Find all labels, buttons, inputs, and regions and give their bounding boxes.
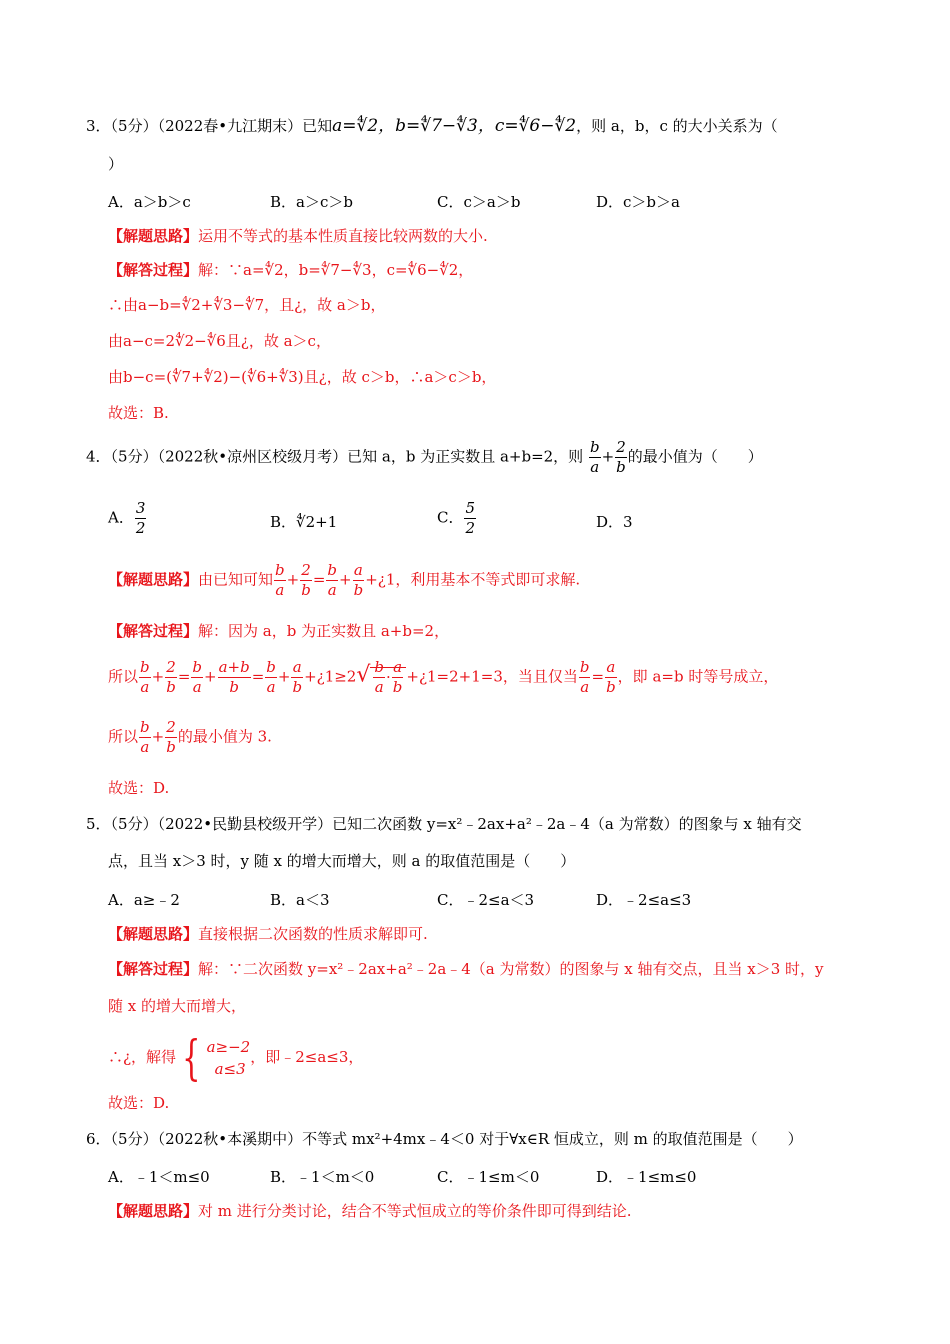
q4-proc2-frac5: $\frac{b}{a}$ (266, 658, 276, 696)
q5-option-b: B．a＜3 (270, 891, 330, 909)
q4-option-b: B．∜2+1 (270, 513, 338, 531)
q6-option-b: B．﹣1＜m＜0 (270, 1168, 375, 1186)
q4-idea-frac1: $\frac{b}{a}$ (275, 561, 285, 599)
q4-proc2-frac7: $\frac{b}{a}$ (374, 658, 384, 696)
sqrt-symbol: √ $\frac{b}{a}$ · $\frac{a}{b}$ (356, 660, 406, 695)
q5-idea: 【解题思路】直接根据二次函数的性质求解即可. (108, 925, 428, 943)
q4-option-a: A． $\frac{3}{2}$ (108, 499, 146, 537)
q3-paren: ） (108, 155, 124, 173)
q3-option-b: B．a＞c＞b (270, 193, 353, 211)
q4-proc2-frac4: $\frac{a+b}{b}$ (218, 658, 250, 696)
q4-idea-frac4: $\frac{a}{b}$ (353, 561, 364, 599)
q4-option-c: C． $\frac{5}{2}$ (437, 499, 476, 537)
q4-proc2-frac3: $\frac{b}{a}$ (192, 658, 202, 696)
q3-proc3: 由a−c=2∜2−∜6且¿，故 a＞c， (108, 332, 331, 350)
q3-proc4: 由b−c=(∜7+∜2)−(∜6+∜3)且¿，故 c＞b，∴a＞c＞b， (108, 368, 497, 386)
q5-stem-line2: 点，且当 x＞3 时，y 随 x 的增大而增大，则 a 的取值范围是（ ） (108, 852, 576, 870)
q3-idea: 【解题思路】运用不等式的基本性质直接比较两数的大小. (108, 227, 488, 245)
q5-system: a≥−2 a≤3 (206, 1037, 251, 1078)
q6-stem: 6．（5分）（2022秋•本溪期中）不等式 mx²+4mx﹣4＜0 对于∀x∈R 恒成立，则 m 的取值范围是（ ） (86, 1130, 803, 1148)
q4-proc2: 所以 $\frac{b}{a}$ + $\frac{2}{b}$ = $\frac{b}{a}$ + $\frac{a+b}{b}$ = $\frac{b}{a}$ + $\frac{a}{b}$ +¿1≥2√ $\frac{b}{a}$ · $\frac{a}{b}$ +¿1=2+1=3，当且仅当 $\frac{b}{a}$ = $\frac{a}{b}$ ，即 a=b 时等号成立， (108, 658, 779, 696)
q5-option-c: C．﹣2≤a＜3 (437, 891, 535, 909)
q6-option-d: D．﹣1≤m≤0 (596, 1168, 697, 1186)
q4-proc2-frac2: $\frac{2}{b}$ (166, 658, 176, 696)
brace-symbol: { (182, 1030, 201, 1086)
q3-proc1: 【解答过程】解：∵a=∜2，b=∜7−∜3，c=∜6−∜2， (108, 261, 474, 279)
q4-frac-b-over-a: $\frac{b}{a}$ (589, 438, 600, 476)
q4-proc2-frac1: $\frac{b}{a}$ (140, 658, 150, 696)
q6-option-a: A．﹣1＜m≤0 (108, 1168, 210, 1186)
q5-option-a: A．a≥﹣2 (108, 891, 180, 909)
q3-answer: 故选：B. (108, 404, 169, 422)
q4-optA-frac: $\frac{3}{2}$ (135, 499, 146, 537)
q4-idea-frac3: $\frac{b}{a}$ (327, 561, 338, 599)
q5-proc1: 【解答过程】解：∵二次函数 y=x²﹣2ax+a²﹣2a﹣4（a 为常数）的图象与 x 轴有交点，且当 x＞3 时，y (108, 960, 824, 978)
q6-idea: 【解题思路】对 m 进行分类讨论，结合不等式恒成立的等价条件即可得到结论. (108, 1202, 632, 1220)
q5-stem-line1: 5．（5分）（2022•民勤县校级开学）已知二次函数 y=x²﹣2ax+a²﹣2a﹣4（a 为常数）的图象与 x 轴有交 (86, 815, 802, 833)
q4-frac-2-over-b: $\frac{2}{b}$ (616, 438, 626, 476)
q4-proc1: 【解答过程】解：因为 a，b 为正实数且 a+b=2， (108, 622, 450, 640)
q4-optC-frac: $\frac{5}{2}$ (465, 499, 476, 537)
q4-proc2-frac6: $\frac{a}{b}$ (292, 658, 303, 696)
q3-option-a: A．a＞b＞c (108, 193, 191, 211)
q5-proc3: ∴¿，解得 { a≥−2 a≤3 ，即﹣2≤a≤3， (108, 1030, 364, 1086)
q5-proc2: 随 x 的增大而增大， (108, 997, 246, 1015)
q6-option-c: C．﹣1≤m＜0 (437, 1168, 540, 1186)
q4-proc3: 所以 $\frac{b}{a}$ + $\frac{2}{b}$ 的最小值为 3. (108, 718, 272, 756)
q3-stem: 3．（5分）（2022春•九江期末）已知a=∜2，b=∜7−∜3，c=∜6−∜2，则 a，b，c 的大小关系为（ (86, 116, 778, 136)
q4-proc3-frac1: $\frac{b}{a}$ (140, 718, 150, 756)
q4-option-d: D．3 (596, 513, 633, 531)
q3-option-d: D．c＞b＞a (596, 193, 680, 211)
q4-stem: 4．（5分）（2022秋•凉州区校级月考）已知 a，b 为正实数且 a+b=2，则 $\frac{b}{a}$ + $\frac{2}{b}$ 的最小值为（ ） (86, 438, 763, 476)
q4-idea: 【解题思路】由已知可知 $\frac{b}{a}$ + $\frac{2}{b}$ = $\frac{b}{a}$ + $\frac{a}{b}$ +¿1，利用基本不等式即可求解. (108, 561, 581, 599)
q3-stem-math: a=∜2，b=∜7−∜3，c=∜6−∜2 (332, 116, 577, 136)
q4-answer: 故选：D. (108, 779, 170, 797)
q4-idea-frac2: $\frac{2}{b}$ (301, 561, 311, 599)
q5-option-d: D．﹣2≤a≤3 (596, 891, 692, 909)
q4-proc2-frac9: $\frac{b}{a}$ (579, 658, 590, 696)
q4-proc2-frac8: $\frac{a}{b}$ (392, 658, 403, 696)
q4-proc2-frac10: $\frac{a}{b}$ (606, 658, 616, 696)
q3-option-c: C．c＞a＞b (437, 193, 521, 211)
q3-proc2: ∴由a−b=∜2+∜3−∜7，且¿，故 a＞b， (108, 296, 386, 314)
q4-proc3-frac2: $\frac{2}{b}$ (166, 718, 176, 756)
q5-answer: 故选：D. (108, 1094, 170, 1112)
